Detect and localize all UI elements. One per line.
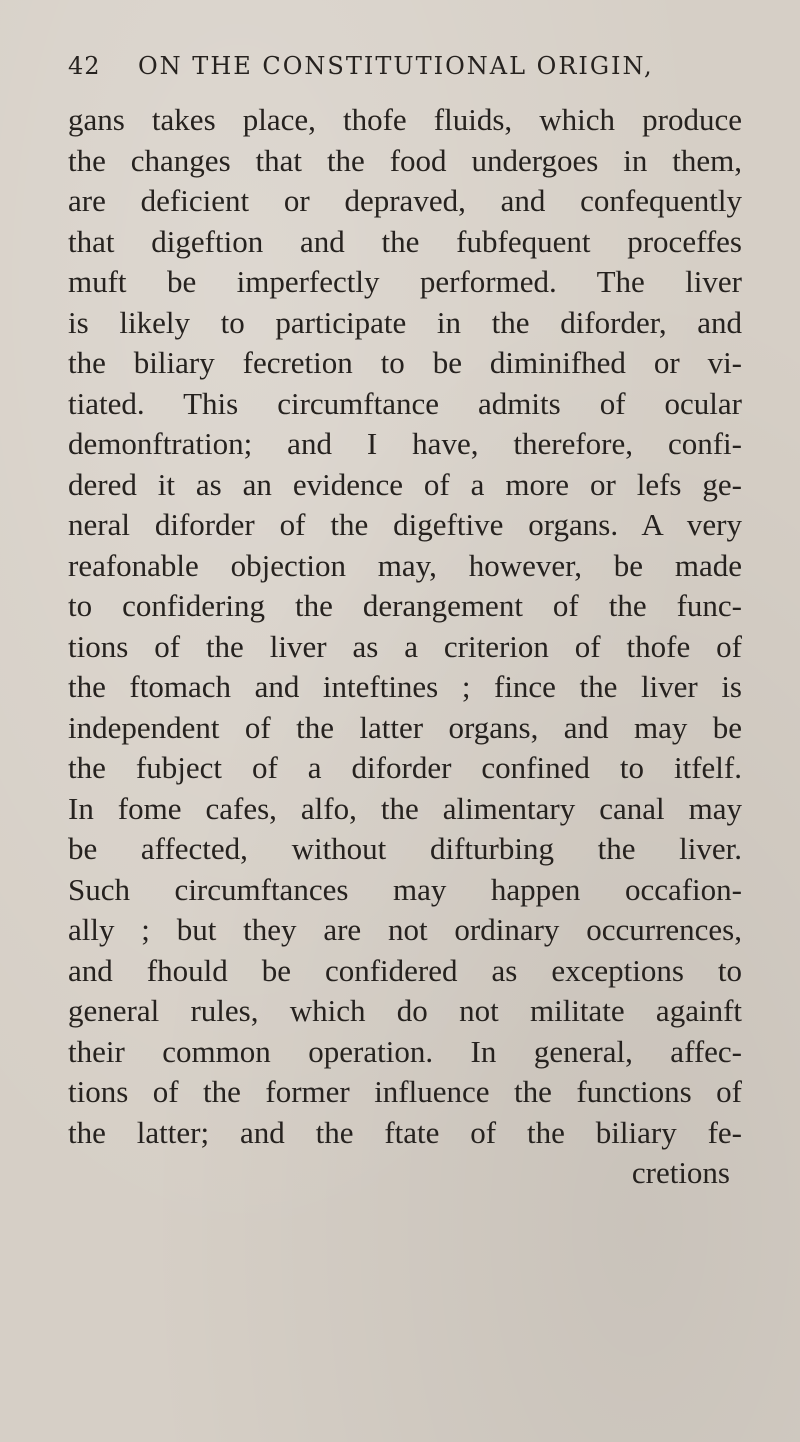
text-line: the fubject of a diforder confined to itfelf. <box>68 750 742 785</box>
page-header <box>68 52 708 80</box>
text-line: the ftomach and inteftines ; fince the liver is <box>68 669 742 704</box>
text-line: tions of the liver as a criterion of thofe of <box>68 628 742 664</box>
text-line: neral diforder of the digeftive organs. A very <box>68 507 742 542</box>
running-title: ON THE CONSTITUTIONAL ORIGIN, <box>138 52 654 80</box>
text-line: are deficient or depraved, and confequently <box>68 183 742 218</box>
text-line: muft be imperfectly performed. The liver <box>68 264 742 299</box>
text-line: the changes that the food undergoes in them, <box>68 142 742 178</box>
body-text <box>68 100 742 1194</box>
text-line: ally ; but they are not ordinary occurrences, <box>68 912 742 947</box>
text-line: gans takes place, thofe fluids, which produce <box>68 102 742 137</box>
text-line: that digeftion and the fubfequent proceffes <box>68 223 742 259</box>
text-line: Such circumftances may happen occafion- <box>68 871 742 907</box>
text-line: tiated. This circumftance admits of ocular <box>68 385 742 421</box>
text-line: demonftration; and I have, therefore, confi- <box>68 426 742 461</box>
text-line: dered it as an evidence of a more or lefs ge- <box>68 466 742 502</box>
text-line: their common operation. In general, affec- <box>68 1033 742 1069</box>
text-line: independent of the latter organs, and may be <box>68 709 742 745</box>
text-line: and fhould be confidered as exceptions to <box>68 952 742 988</box>
catchword: cretions <box>631 1155 730 1190</box>
text-line: reafonable objection may, however, be made <box>68 547 742 583</box>
text-line: general rules, which do not militate againft <box>68 993 742 1028</box>
text-line: to confidering the derangement of the func- <box>68 588 742 623</box>
page-number: 42 <box>68 52 101 80</box>
text-line: tions of the former influence the functions of <box>68 1074 742 1109</box>
text-line: the latter; and the ftate of the biliary fe- <box>68 1114 742 1150</box>
text-line: the biliary fecretion to be diminifhed or vi- <box>68 345 742 380</box>
text-line: is likely to participate in the diforder, and <box>68 304 742 340</box>
text-line: be affected, without difturbing the liver. <box>68 831 742 866</box>
text-line: In fome cafes, alfo, the alimentary canal may <box>68 790 742 826</box>
